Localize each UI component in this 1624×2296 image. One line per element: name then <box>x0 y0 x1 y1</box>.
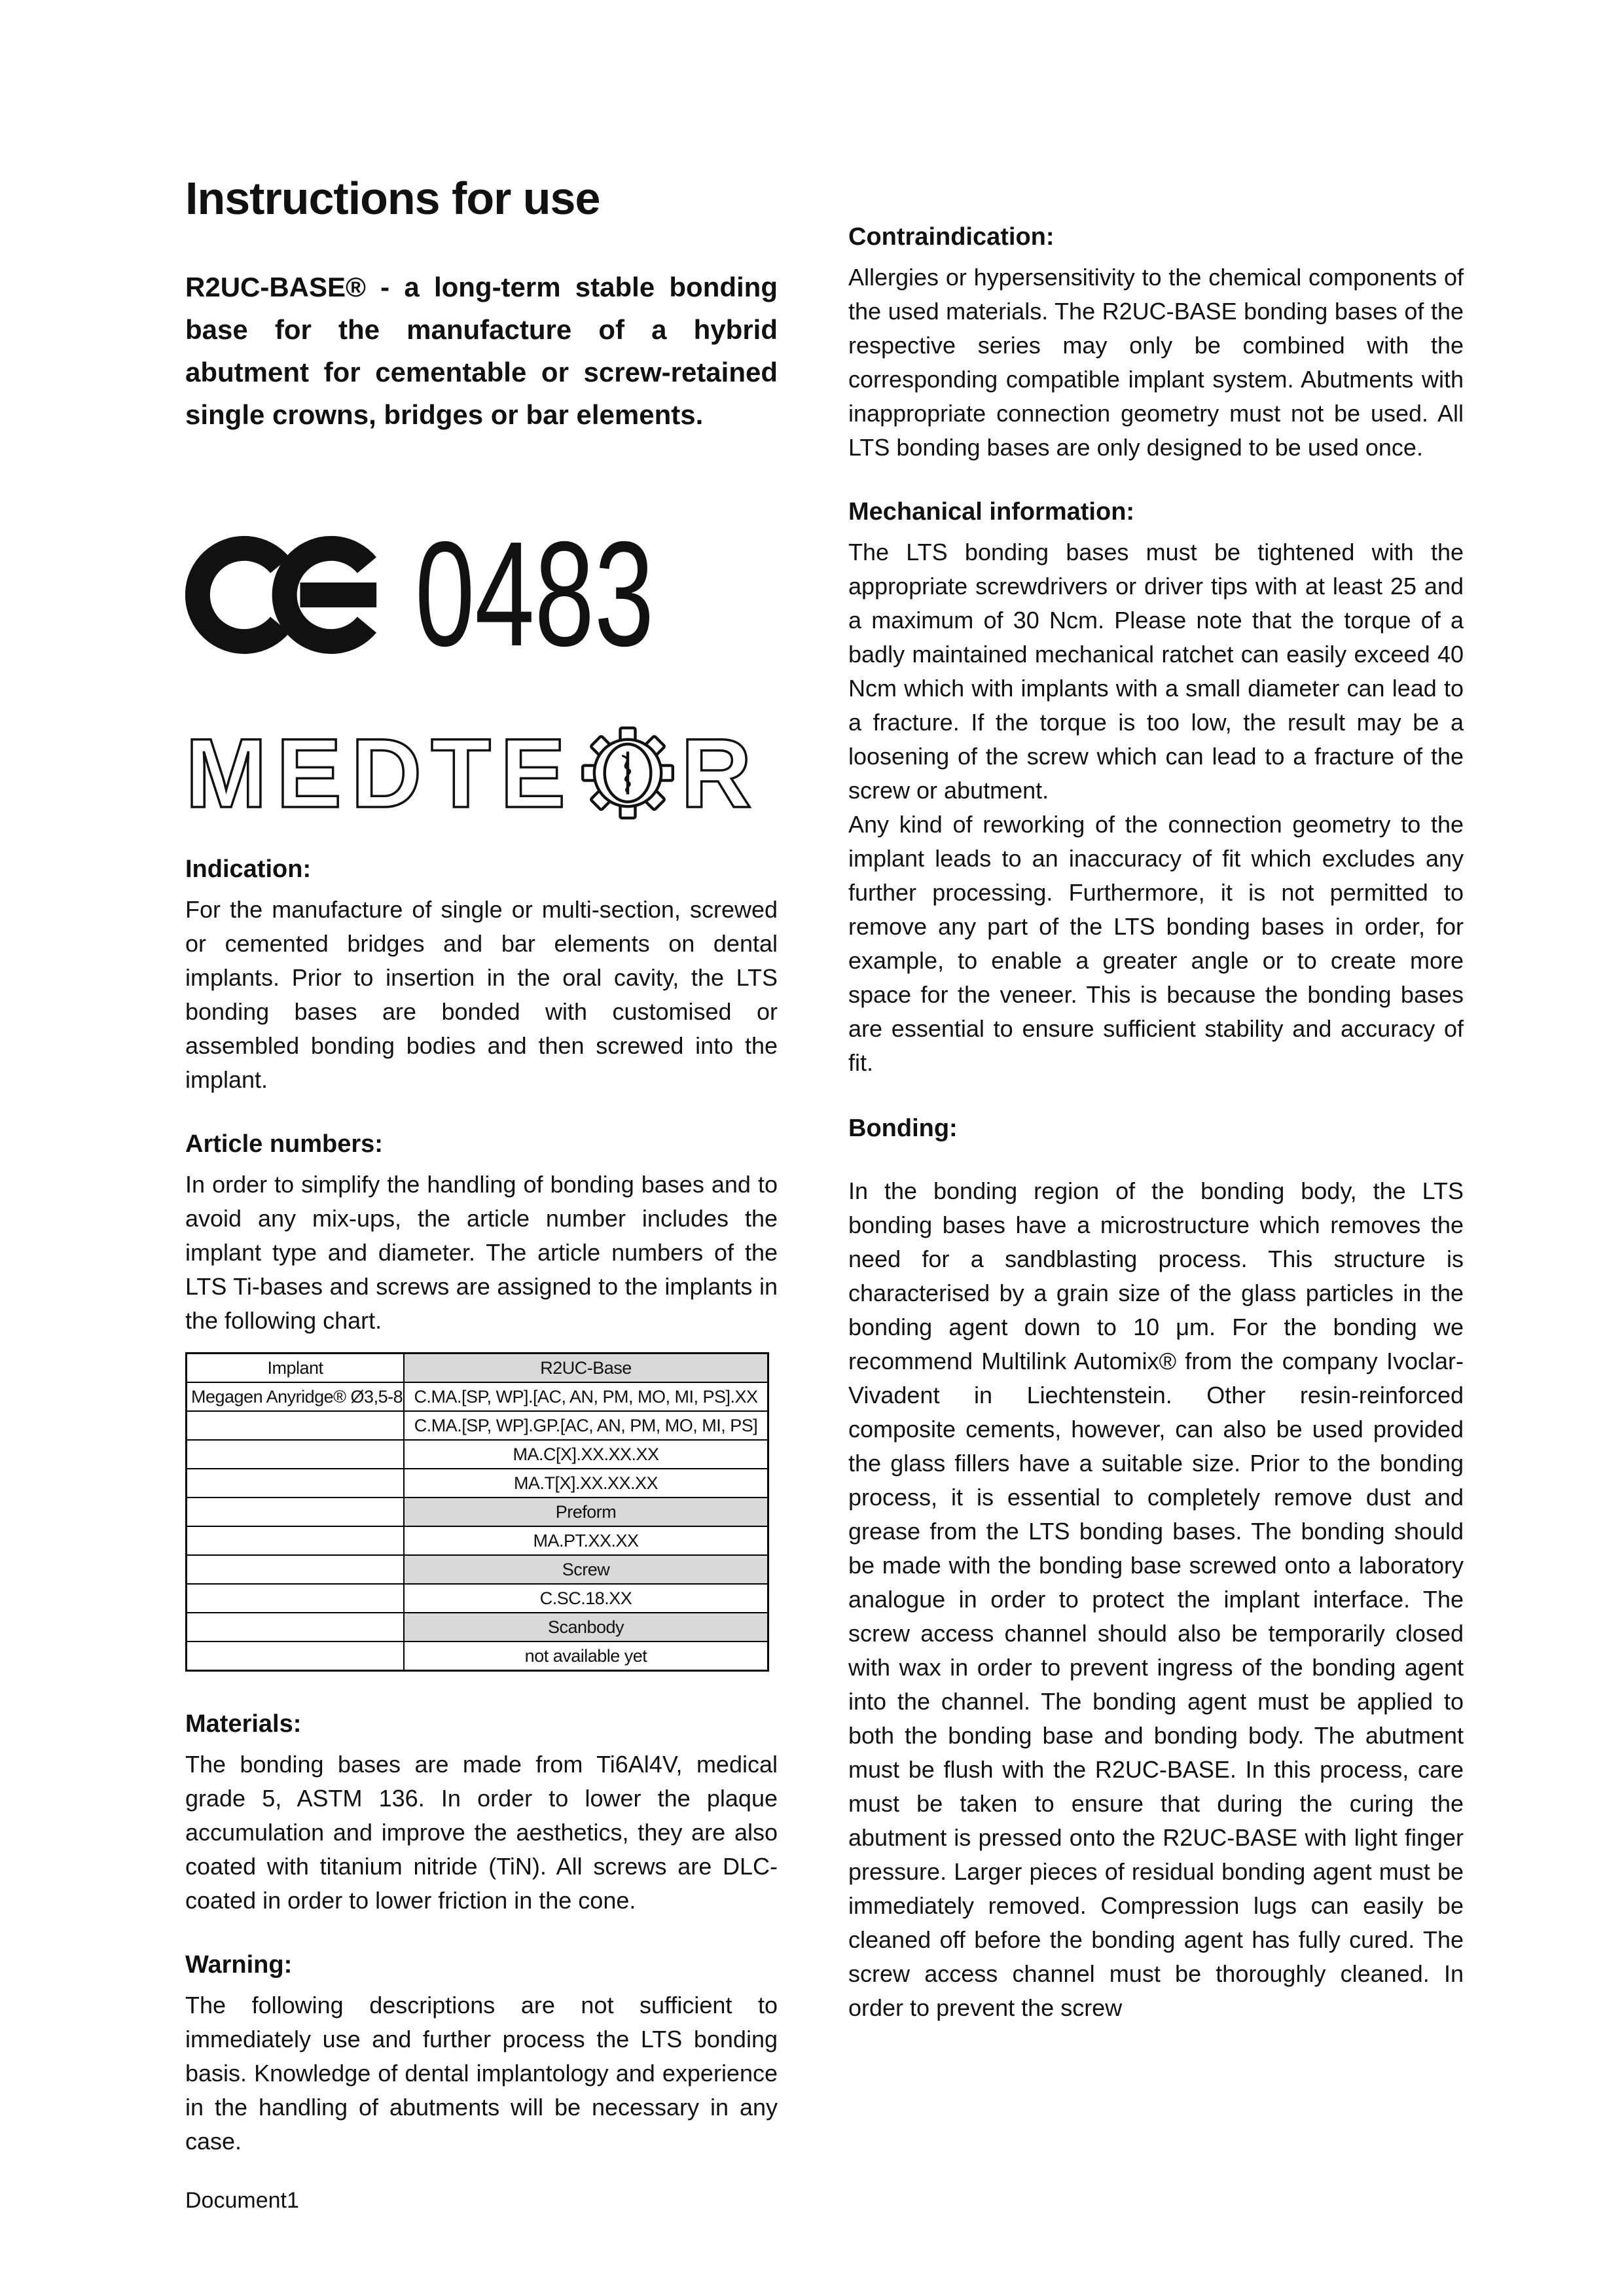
ce-notified-body-number: 0483 <box>415 511 655 677</box>
section-heading-article-numbers: Article numbers: <box>185 1130 383 1158</box>
ce-mark-block <box>185 511 778 677</box>
table-cell-implant <box>187 1555 405 1584</box>
section-heading-warning: Warning: <box>185 1951 293 1979</box>
table-header-implant: Implant <box>187 1354 405 1383</box>
table-cell-base: Scanbody <box>404 1613 768 1641</box>
table-cell-implant <box>187 1498 405 1526</box>
table-cell-implant <box>187 1641 405 1671</box>
gear-caduceus-icon <box>579 724 677 822</box>
table-cell-base: C.MA.[SP, WP].[AC, AN, PM, MO, MI, PS].XX <box>404 1382 768 1411</box>
table-row <box>187 1411 768 1440</box>
logo-text-left: MEDTE <box>185 718 575 828</box>
footer-document-name: Document1 <box>185 2188 299 2213</box>
warning-text: The following descriptions are not sufficient to immediately use and further process the LTS bonding basis. Knowledge of dental implantology and experience in the handling of abutments will be necessary in any case. <box>185 1992 778 2155</box>
table-cell-implant <box>187 1526 405 1555</box>
materials-text: The bonding bases are made from Ti6Al4V, medical grade 5, ASTM 136. In order to lower the plaque accumulation and improve the aesthetics, they are also coated with titanium nitride (TiN). All screws are DLC-coated in order to lower friction in the cone. <box>185 1751 778 1914</box>
table-row <box>187 1469 768 1498</box>
section-heading-contraindication: Contraindication: <box>848 223 1055 251</box>
section-heading-mechanical-information: Mechanical information: <box>848 498 1135 526</box>
article-numbers-text: In order to simplify the handling of bonding bases and to avoid any mix-ups, the article number includes the implant type and diameter. The article numbers of the LTS Ti-bases and screws are assigned to the implants in the following chart. <box>185 1171 778 1334</box>
logo-text-right: R <box>681 718 761 828</box>
article-number-table <box>185 1352 769 1672</box>
table-row <box>187 1613 768 1641</box>
table-cell-base: C.SC.18.XX <box>404 1584 768 1613</box>
table-cell-implant <box>187 1469 405 1498</box>
table-cell-base: C.MA.[SP, WP].GP.[AC, AN, PM, MO, MI, PS] <box>404 1411 768 1440</box>
table-cell-implant <box>187 1411 405 1440</box>
table-row <box>187 1555 768 1584</box>
table-cell-implant <box>187 1440 405 1469</box>
indication-text: For the manufacture of single or multi-section, screwed or cemented bridges and bar elements on dental implants. Prior to insertion in the oral cavity, the LTS bonding bases are bonded with customised or assembled bonding bodies and then screwed into the implant. <box>185 896 778 1093</box>
bonding-text: In the bonding region of the bonding body, the LTS bonding bases have a microstructure which removes the need for a sandblasting process. This structure is characterised by a grain size of the glass particles in the bonding agent down to 10 μm. For the bonding we recommend Multilink Automix® from the company Ivoclar-Vivadent in Liechtenstein. Other resin-reinforced composite cements, however, can also be used provided the glass fillers have a suitable size. Prior to the bonding process, it is essential to completely remove dust and grease from the LTS bonding bases. The bonding should be made with the bonding base screwed onto a laboratory analogue in order to protect the implant interface. The screw access channel should also be temporarily closed with wax in order to prevent ingress of the bonding agent into the channel. The bonding agent must be applied to both the bonding base and bonding body. The abutment must be flush with the R2UC-BASE. In this process, care must be taken to ensure that during the curing the abutment is pressed onto the R2UC-BASE with light finger pressure. Larger pieces of residual bonding agent must be immediately removed. Compression lugs can easily be cleaned off before the bonding agent has fully cured. The screw access channel must be thoroughly cleaned. In order to prevent the screw <box>848 1177 1464 2021</box>
mechanical-information-text-1: The LTS bonding bases must be tightened with the appropriate screwdrivers or driver tips with at least 25 and a maximum of 30 Ncm. Please note that the torque of a badly maintained mechanical ratchet can easily exceed 40 Ncm which with implants with a small diameter can lead to a fracture. If the torque is too low, the result may be a loosening of the screw which can lead to a fracture of the screw or abutment. <box>848 539 1464 804</box>
mechanical-information-text-2: Any kind of reworking of the connection geometry to the implant leads to an inaccuracy of fit which excludes any further processing. Furthermore, it is not permitted to remove any part of the LTS bonding bases in order, for example, to enable a greater angle or to create more space for the veneer. This is because the bonding bases are essential to ensure sufficient stability and accuracy of fit. <box>848 811 1464 1076</box>
table-cell-base: Screw <box>404 1555 768 1584</box>
table-row <box>187 1526 768 1555</box>
section-heading-indication: Indication: <box>185 855 312 883</box>
table-header-row <box>187 1354 768 1383</box>
left-column <box>185 0 778 2215</box>
table-cell-implant <box>187 1613 405 1641</box>
right-column <box>848 0 1464 2025</box>
table-cell-base: MA.C[X].XX.XX.XX <box>404 1440 768 1469</box>
table-row <box>187 1584 768 1613</box>
table-cell-base: MA.T[X].XX.XX.XX <box>404 1469 768 1498</box>
contraindication-text: Allergies or hypersensitivity to the chemical components of the used materials. The R2UC-BASE bonding bases of the respective series may only be combined with the corresponding compatible implant system. Abutments with inappropriate connection geometry must not be used. All LTS bonding bases are only designed to be used once. <box>848 264 1464 461</box>
table-row <box>187 1382 768 1411</box>
section-heading-materials: Materials: <box>185 1710 302 1738</box>
subtitle: R2UC-BASE® - a long-term stable bonding base for the manufacture of a hybrid abutment for cementable or screw-retained single crowns, bridges or bar elements. <box>185 272 778 430</box>
table-row <box>187 1641 768 1671</box>
table-row <box>187 1498 768 1526</box>
ce-mark-icon <box>185 533 390 657</box>
table-header-r2uc-base: R2UC-Base <box>404 1354 768 1383</box>
table-cell-base: Preform <box>404 1498 768 1526</box>
table-cell-base: MA.PT.XX.XX <box>404 1526 768 1555</box>
table-row <box>187 1440 768 1469</box>
table-cell-base: not available yet <box>404 1641 768 1671</box>
table-cell-implant <box>187 1584 405 1613</box>
table-cell-implant: Megagen Anyridge® Ø3,5-8 <box>187 1382 405 1411</box>
page-title: Instructions for use <box>185 173 600 224</box>
section-heading-bonding: Bonding: <box>848 1115 958 1142</box>
medteor-logo <box>185 718 778 828</box>
